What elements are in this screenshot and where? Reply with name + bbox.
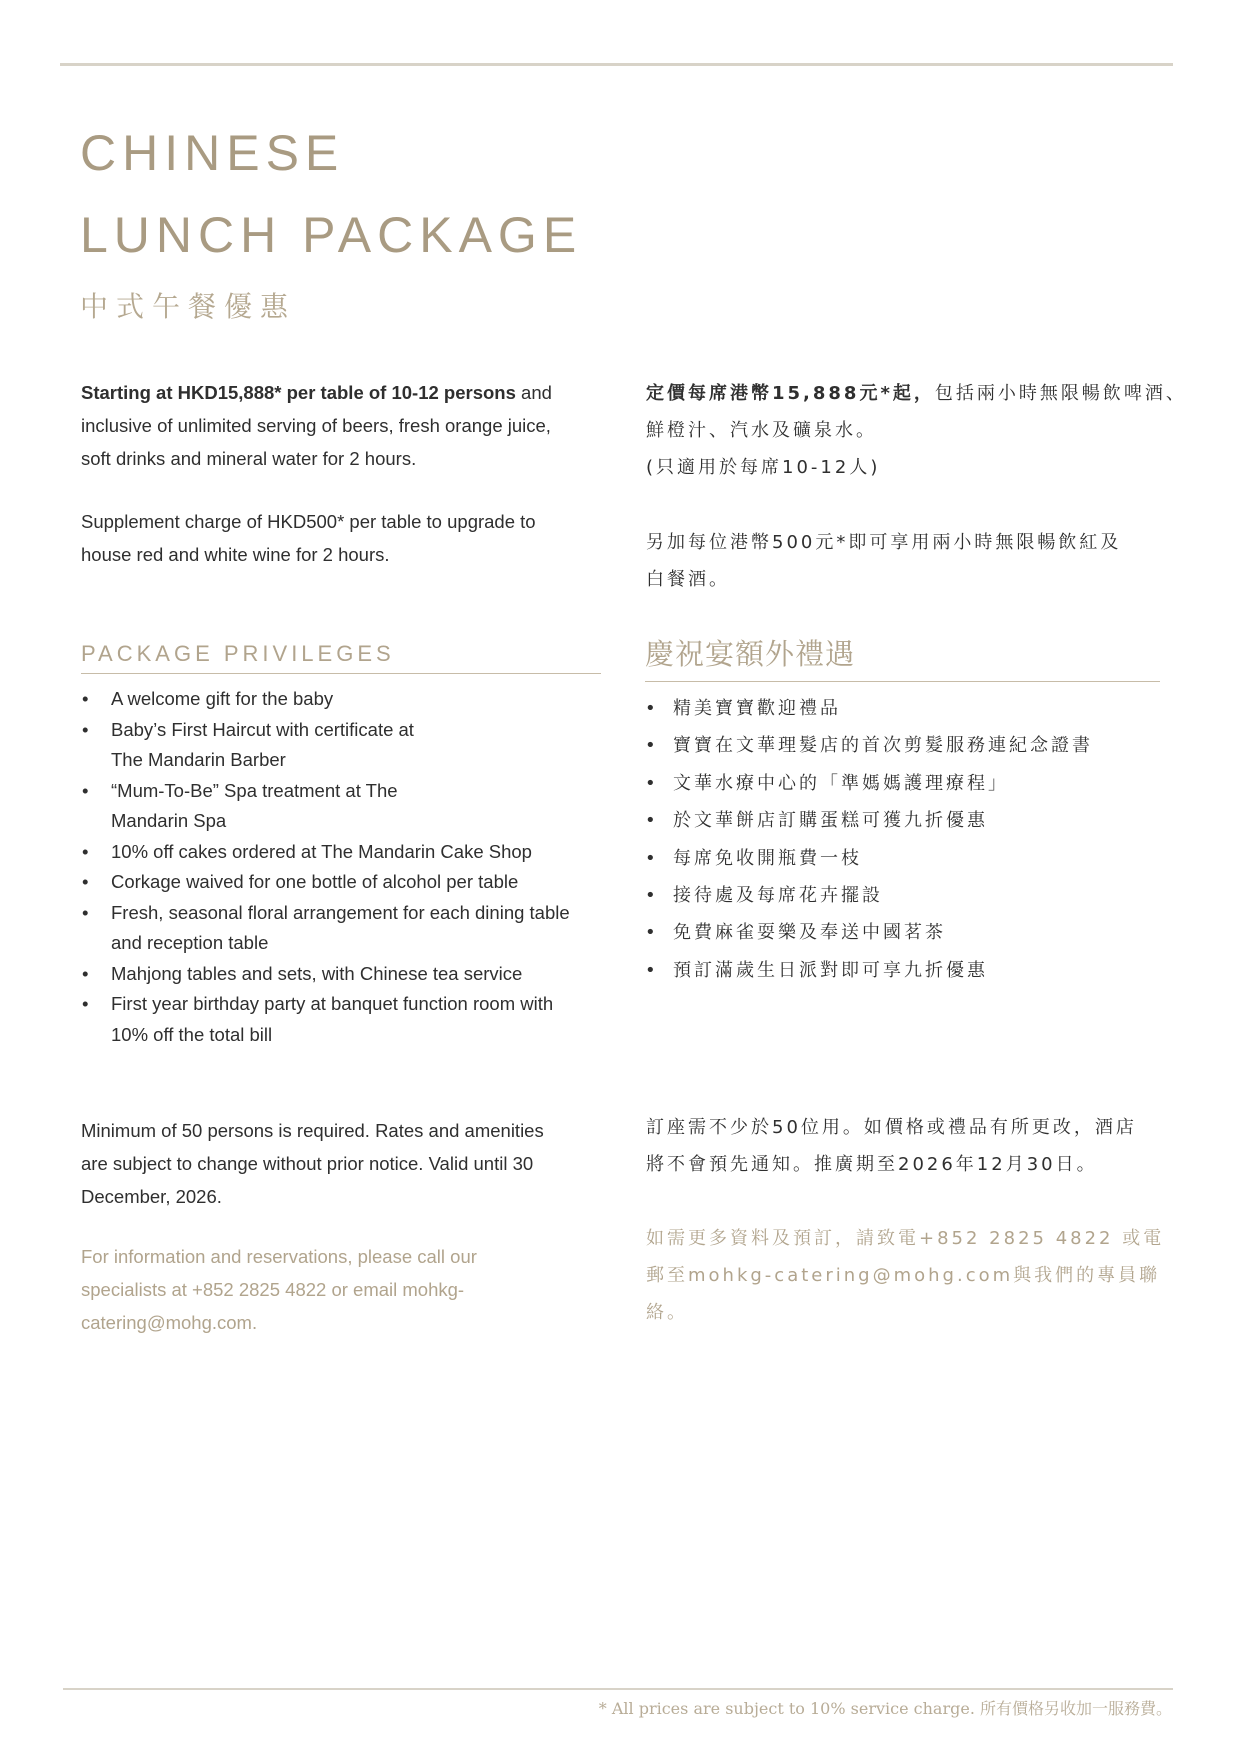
privileges-heading-zh: 慶祝宴額外禮遇 (645, 632, 1160, 682)
page-title-chinese: 中式午餐優惠 (80, 290, 297, 323)
privileges-heading-en: PACKAGE PRIVILEGES (81, 641, 601, 674)
top-divider (60, 63, 1173, 66)
list-item: • 文華水療中心的「準媽媽護理療程」 (645, 765, 1165, 802)
intro-price-en-bold: Starting at HKD15,888* per table of 10-12 persons (81, 382, 516, 403)
list-item: • 10% off cakes ordered at The Mandarin Cake Shop (81, 837, 601, 868)
intro-price-zh-rest: 包括兩小時無限暢飲啤酒、鮮橙汁、汽水及礦泉水。 (646, 383, 1187, 441)
list-item: • “Mum-To-Be” Spa treatment at The Mandarin Spa (81, 776, 441, 837)
contact-en: For information and reservations, please call our specialists at +852 2825 4822 or email mohkg-catering@mohg.com. (81, 1246, 477, 1333)
privileges-list-en (81, 684, 601, 1050)
page-title-line-2: LUNCH PACKAGE (80, 207, 583, 263)
list-item: • 寶寶在文華理髮店的首次剪髮服務連紀念證書 (645, 727, 1165, 764)
intro-persons-zh: (只適用於每席10-12人) (646, 457, 881, 478)
list-item: • 預訂滿歲生日派對即可享九折優惠 (645, 952, 1165, 989)
bottom-divider (63, 1688, 1173, 1690)
contact-zh: 如需更多資料及預訂，請致電+852 2825 4822 或電郵至mohkg-catering@mohg.com與我們的專員聯絡。 (646, 1228, 1165, 1323)
intro-supplement-zh: 另加每位港幣500元*即可享用兩小時無限暢飲紅及白餐酒。 (646, 532, 1122, 590)
intro-supplement-en: Supplement charge of HKD500* per table to upgrade to house red and white wine for 2 hours. (81, 511, 536, 565)
list-item: • A welcome gift for the baby (81, 684, 601, 715)
list-item: • First year birthday party at banquet function room with 10% off the total bill (81, 989, 571, 1050)
page-title-line-1: CHINESE (80, 125, 345, 181)
list-item: • Fresh, seasonal floral arrangement for each dining table and reception table (81, 898, 571, 959)
terms-en: Minimum of 50 persons is required. Rates and amenities are subject to change without prior notice. Valid until 30 December, 2026. (81, 1120, 544, 1207)
intro-price-en (81, 376, 581, 475)
list-item: • Corkage waived for one bottle of alcohol per table (81, 867, 601, 898)
list-item: • 精美寶寶歡迎禮品 (645, 690, 1165, 727)
intro-price-en-rest: and inclusive of unlimited serving of beers, fresh orange juice, soft drinks and mineral water for 2 hours. (81, 382, 552, 469)
terms-zh: 訂座需不少於50位用。如價格或禮品有所更改，酒店將不會預先通知。推廣期至2026年12月30日。 (646, 1117, 1137, 1175)
list-item: • 每席免收開瓶費一枝 (645, 840, 1165, 877)
privileges-list-zh (645, 690, 1165, 989)
list-item: • 免費麻雀耍樂及奉送中國茗茶 (645, 914, 1165, 951)
list-item: • 接待處及每席花卉擺設 (645, 877, 1165, 914)
intro-price-zh-bold: 定價每席港幣15,888元*起， (646, 383, 935, 404)
list-item: • Baby’s First Haircut with certificate at The Mandarin Barber (81, 715, 441, 776)
intro-price-zh (646, 375, 1206, 486)
service-charge-note: * All prices are subject to 10% service charge. 所有價格另收加一服務費。 (598, 1699, 1172, 1718)
list-item: • Mahjong tables and sets, with Chinese tea service (81, 959, 601, 990)
list-item: • 於文華餅店訂購蛋糕可獲九折優惠 (645, 802, 1165, 839)
